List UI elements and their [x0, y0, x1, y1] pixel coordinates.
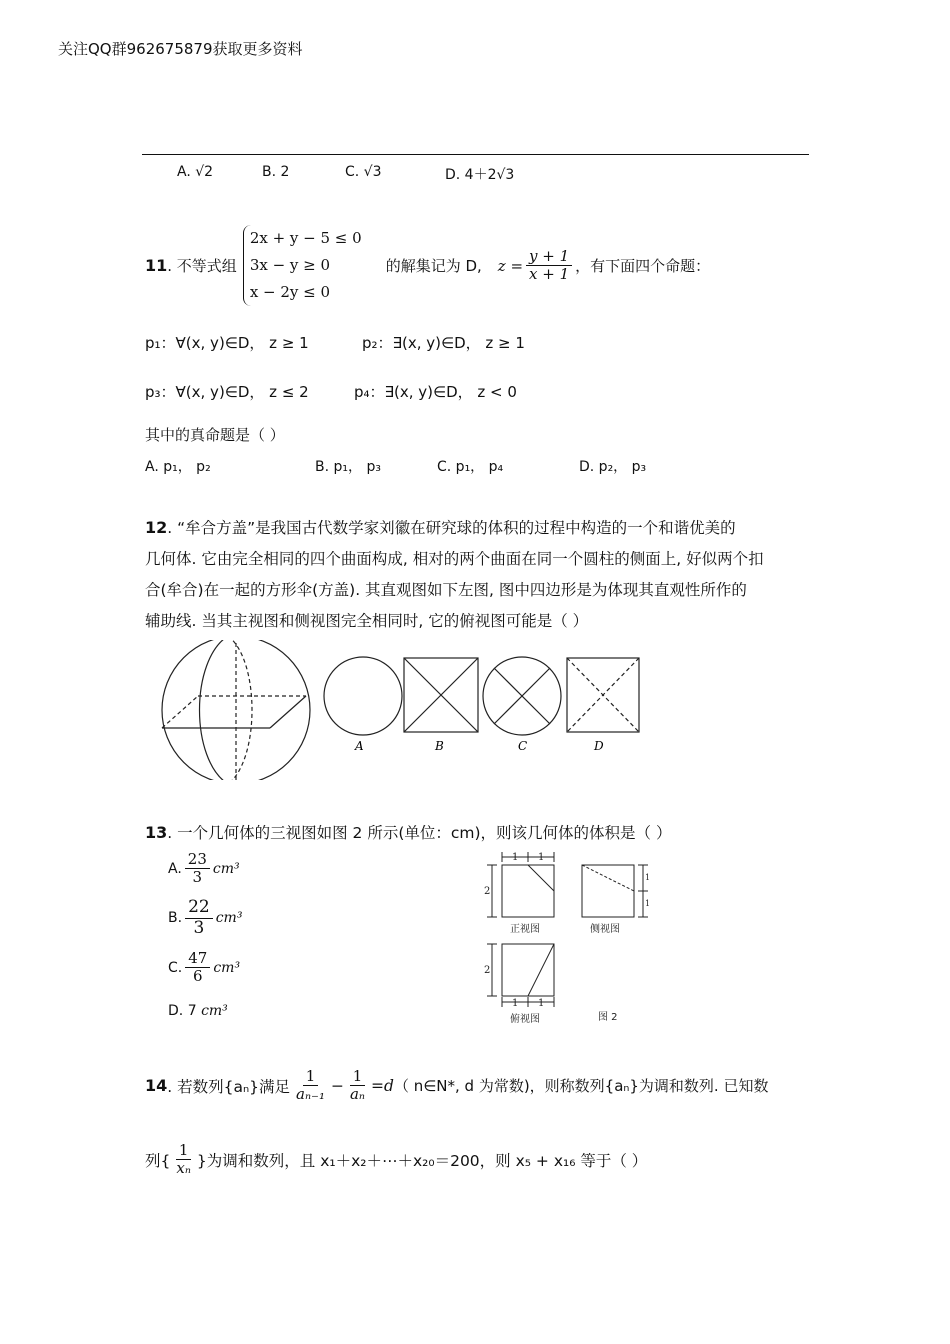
fraction-2	[347, 1068, 368, 1104]
question-number: 13	[145, 823, 168, 842]
proposition-p1: p₁：∀(x, y)∈D， z ≥ 1	[145, 334, 309, 352]
dim-label-1d: 1	[645, 899, 651, 908]
q11-stem	[145, 225, 710, 306]
q11-option-c: C. p₁， p₄	[437, 459, 504, 475]
denominator: aₙ	[349, 1085, 366, 1104]
side-view-dashed-line	[582, 865, 634, 891]
q11-option-b: B. p₁， p₃	[315, 459, 381, 475]
sphere-meridian-front	[200, 640, 229, 780]
proposition-p3: p₃：∀(x, y)∈D， z ≤ 2	[145, 383, 309, 401]
inequality-system	[243, 225, 362, 306]
minus-sign: −	[330, 1076, 344, 1095]
numerator: 23	[185, 851, 210, 869]
q14-line2-b: }为调和数列，且 x₁＋x₂＋⋯＋x₂₀＝200，则 x₅ + x₁₆ 等于（ ）	[196, 1151, 648, 1170]
q11-intro: . 不等式组	[167, 257, 237, 275]
header-watermark: 关注QQ群962675879获取更多资料	[58, 40, 303, 58]
unit: cm³	[213, 959, 241, 976]
top-view-square	[502, 944, 554, 996]
q10-option-a: A. √2	[177, 164, 214, 180]
numerator: 1	[176, 1142, 192, 1160]
denominator: 3	[193, 917, 205, 938]
q12-figures	[150, 640, 660, 780]
q14-line2-a: 列{	[145, 1151, 171, 1170]
dim-label-1a: 1	[512, 852, 519, 863]
sphere-figure	[162, 640, 310, 780]
option-label: B.	[168, 910, 183, 927]
proposition-p4: p₄：∃(x, y)∈D， z < 0	[354, 383, 517, 401]
q12-line-4: 辅助线. 当其主视图和侧视图完全相同时, 它的俯视图可能是（ ）	[145, 612, 589, 630]
dim-label-2a: 2	[484, 886, 491, 897]
q11-option-a: A. p₁， p₂	[145, 459, 211, 475]
z-lhs: z =	[497, 256, 524, 275]
inequality-2: 3x − y ≥ 0	[249, 256, 331, 274]
option-fraction	[185, 851, 210, 887]
square-right-edge	[270, 696, 306, 728]
sphere-meridian-back	[228, 640, 252, 780]
question-number: 14	[145, 1076, 168, 1096]
unit: cm³	[212, 860, 240, 877]
denominator: 3	[192, 868, 203, 887]
question-number: 11	[145, 256, 168, 275]
option-fraction	[185, 950, 210, 986]
q13-option-a	[168, 851, 240, 887]
q14-part1: . 若数列{aₙ}满足	[167, 1077, 291, 1096]
front-view-label: 正视图	[510, 924, 540, 935]
inequality-3: x − 2y ≤ 0	[249, 283, 331, 301]
three-view-figure	[482, 848, 662, 1028]
q12-line-2: 几何体. 它由完全相同的四个曲面构成, 相对的两个曲面在同一个圆柱的侧面上, 好似两个扣	[145, 550, 764, 568]
q10-option-c: C. √3	[345, 164, 382, 180]
numerator: 22	[185, 898, 213, 919]
q14-line-2	[145, 1142, 647, 1178]
option-b-figure	[404, 658, 478, 732]
dim-label-1c: 1	[645, 873, 651, 882]
option-value: 7	[187, 1003, 197, 1019]
proposition-p2: p₂：∃(x, y)∈D， z ≥ 1	[362, 334, 525, 352]
figure-label-d: D	[594, 739, 604, 753]
q12-line-1	[145, 512, 736, 544]
q11-option-d: D. p₂， p₃	[579, 459, 647, 475]
q14-condition: （ n∈N*, d 为常数)，则称数列{aₙ}为调和数列. 已知数	[393, 1077, 769, 1096]
figure-label-a: A	[355, 739, 364, 753]
z-numerator: y + 1	[526, 248, 572, 266]
numerator: 47	[185, 950, 210, 968]
q10-option-d: D. 4＋2√3	[445, 167, 515, 183]
dim-label-1f: 1	[538, 998, 545, 1009]
q13-stem	[145, 821, 671, 843]
unit: cm³	[215, 910, 243, 927]
z-fraction	[526, 248, 572, 284]
top-rule	[142, 154, 809, 155]
denominator: xₙ	[176, 1159, 191, 1178]
dim-label-1e: 1	[512, 998, 519, 1009]
figure-label-c: C	[518, 739, 528, 753]
option-label: A.	[168, 860, 182, 877]
q12-text-1: . “牟合方盖”是我国古代数学家刘徽在研究球的体积的过程中构造的一个和谐优美的	[167, 519, 736, 537]
q14-line-1	[145, 1068, 768, 1104]
question-number: 12	[145, 518, 168, 537]
q13-option-d	[168, 1003, 228, 1019]
dim-label-1b: 1	[538, 852, 545, 863]
q11-question: 其中的真命题是（ ）	[145, 426, 285, 444]
option-d-figure	[567, 658, 639, 732]
square-left-edge	[162, 696, 198, 728]
equals-d: =d	[371, 1076, 394, 1095]
inequality-1: 2x + y − 5 ≤ 0	[249, 229, 362, 247]
z-denominator: x + 1	[529, 265, 570, 283]
top-view-label: 俯视图	[510, 1014, 540, 1025]
q13-text: . 一个几何体的三视图如图 2 所示(单位：cm)，则该几何体的体积是（ ）	[167, 824, 672, 842]
q11-tail: ，有下面四个命题：	[575, 257, 711, 275]
option-a-circle	[324, 657, 402, 735]
front-view-square	[502, 865, 554, 917]
front-view-line	[528, 865, 554, 891]
q10-option-b: B. 2	[262, 164, 290, 180]
q11-mid: 的解集记为 D,	[385, 257, 482, 275]
figure-label-b: B	[435, 739, 444, 753]
unit: cm³	[201, 1003, 228, 1019]
side-view-label: 侧视图	[590, 924, 620, 935]
option-fraction	[185, 898, 213, 938]
q13-option-c	[168, 950, 240, 986]
denominator: aₙ₋₁	[296, 1085, 325, 1104]
option-label: C.	[168, 959, 183, 976]
option-c-figure	[483, 657, 561, 735]
fraction-1	[293, 1068, 328, 1104]
figure-caption: 图 2	[598, 1012, 618, 1023]
dim-label-2b: 2	[484, 965, 491, 976]
numerator: 1	[350, 1068, 366, 1086]
denominator: 6	[193, 967, 203, 986]
q13-option-b	[168, 898, 242, 938]
side-view-square	[582, 865, 634, 917]
top-view-line	[528, 944, 554, 996]
option-label: D.	[168, 1003, 184, 1019]
q12-line-3: 合(牟合)在一起的方形伞(方盖). 其直观图如下左图, 图中四边形是为体现其直观性所作的	[145, 581, 747, 599]
fraction-3	[173, 1142, 194, 1178]
numerator: 1	[303, 1068, 319, 1086]
